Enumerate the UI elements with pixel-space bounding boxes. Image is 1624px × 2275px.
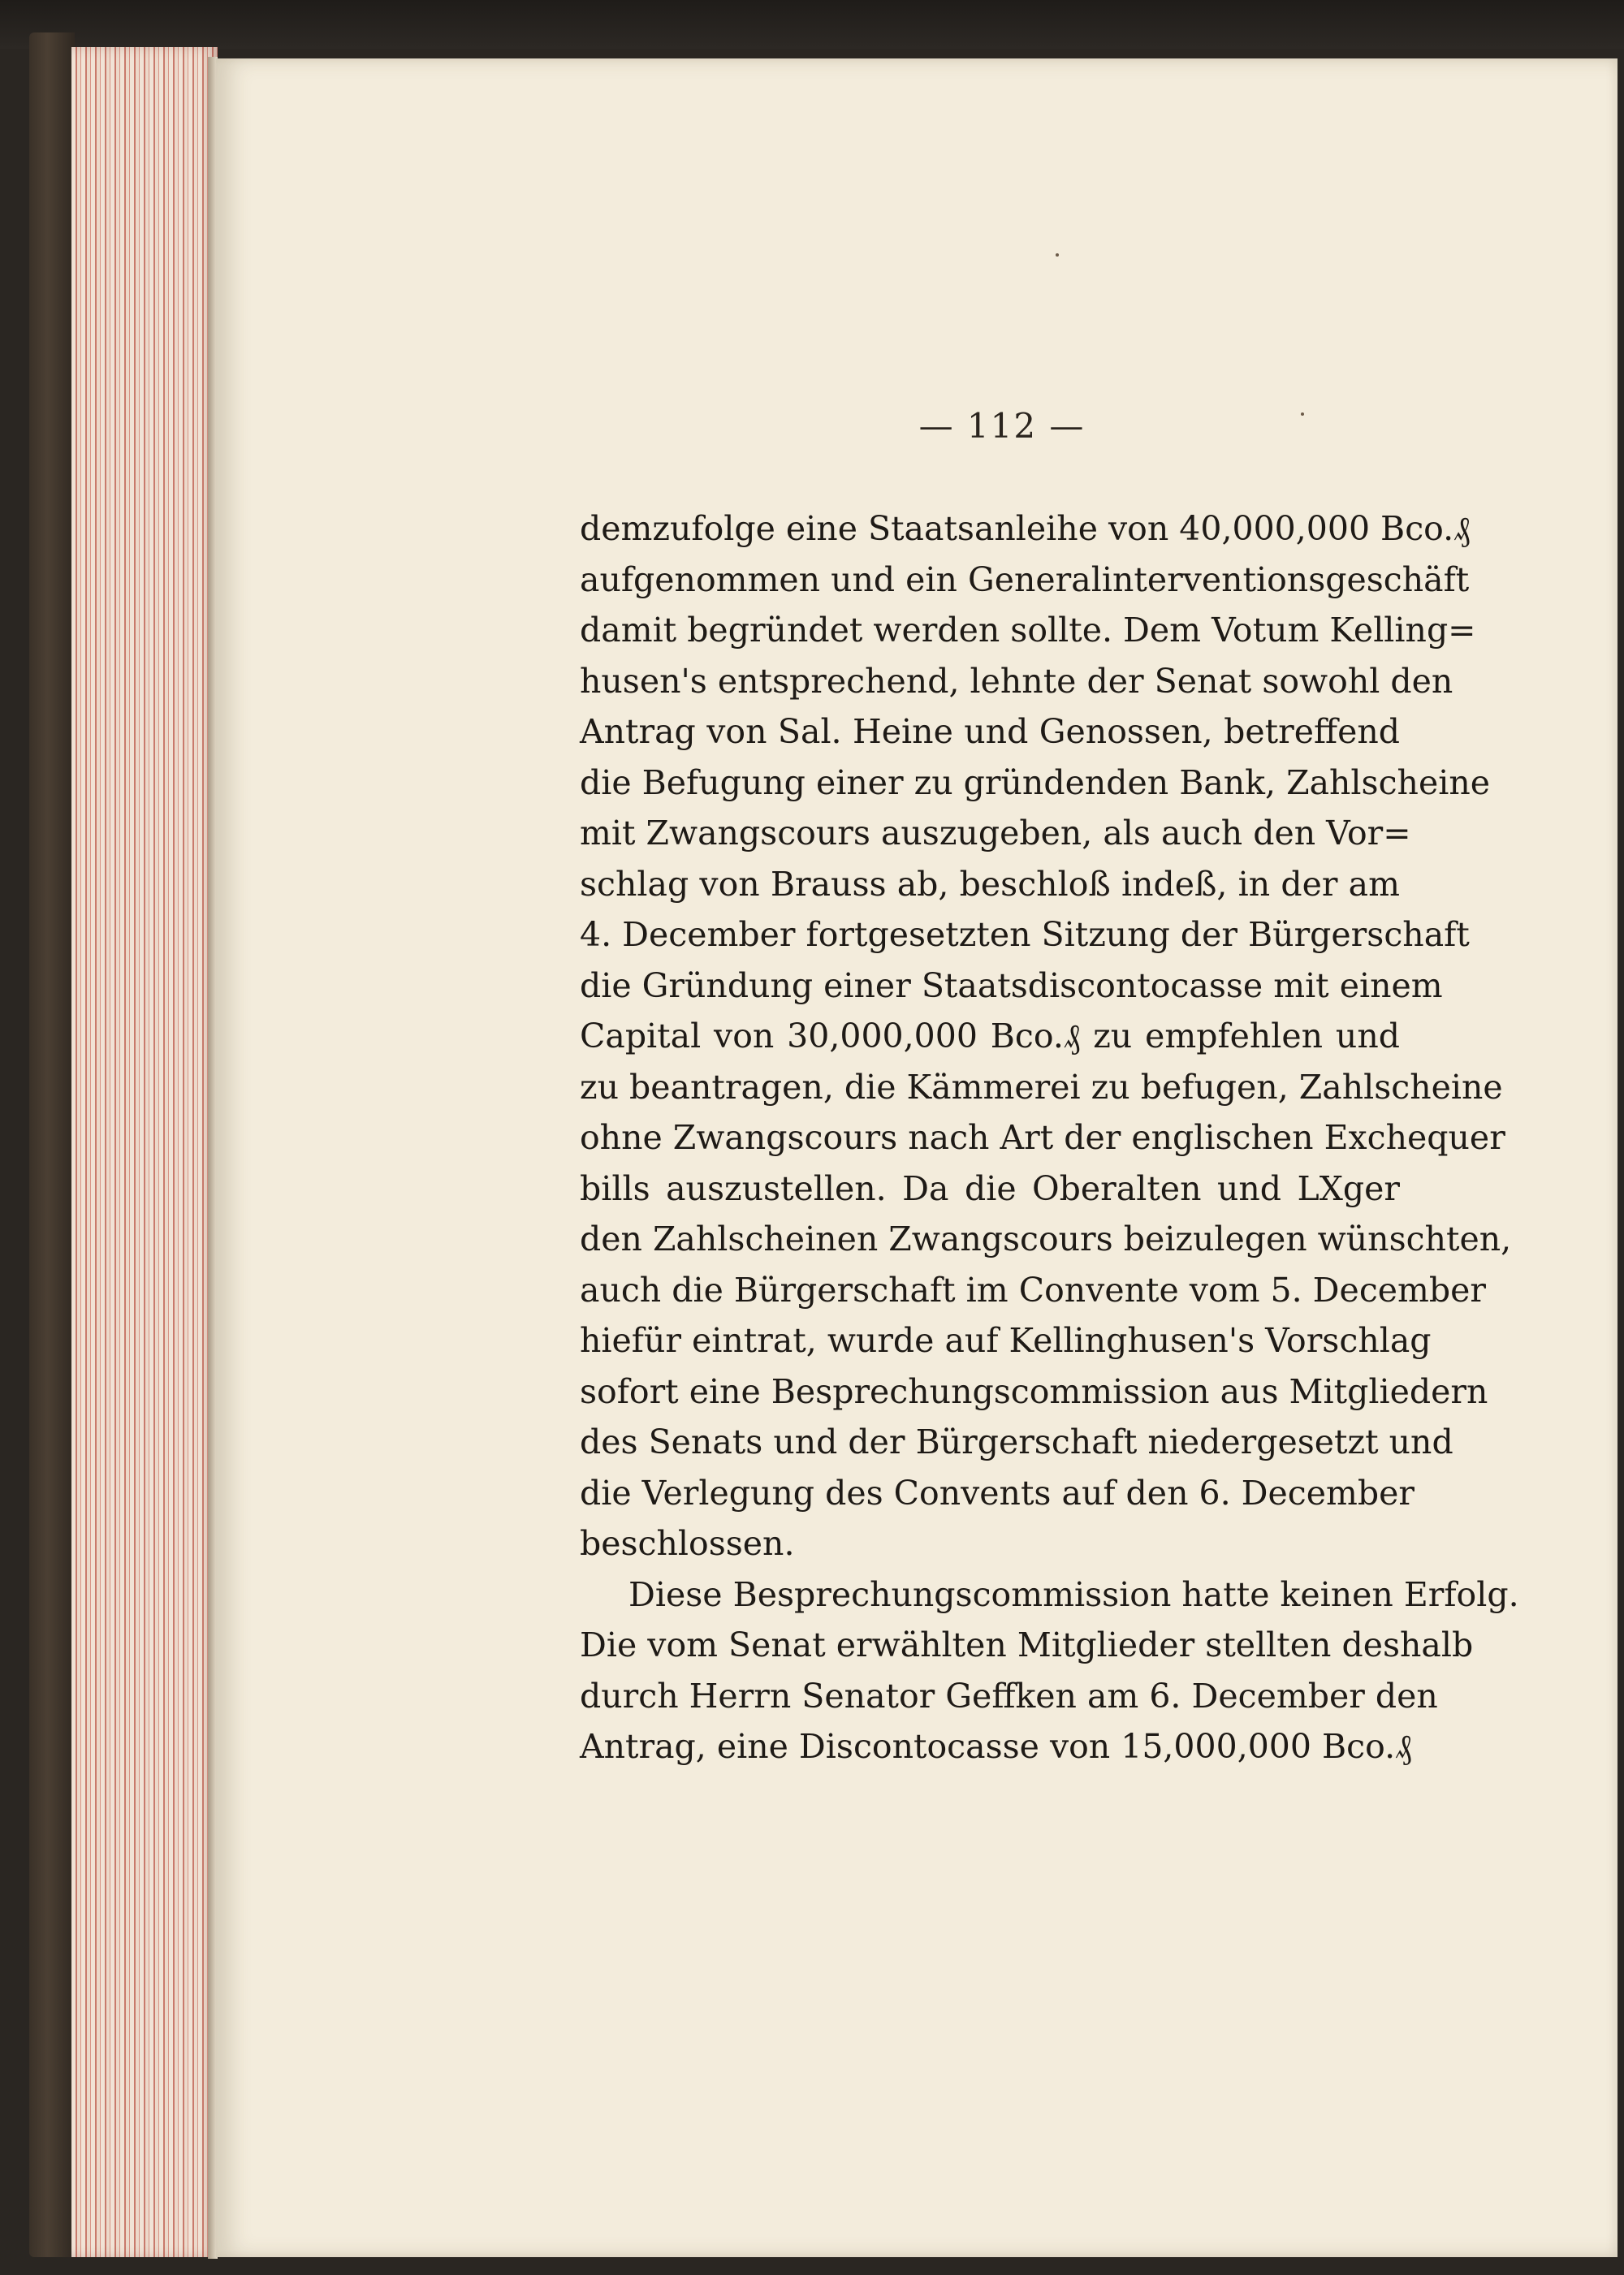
text-line: die Verlegung des Convents auf den 6. December [580,1473,1415,1513]
text-line: Diese Besprechungscommission hatte keinen Erfolg. [628,1574,1519,1614]
text-line: husen's entsprechend, lehnte der Senat sowohl den [580,661,1453,701]
text-line: den Zahlscheinen Zwangscours beizulegen wünschten, [580,1220,1512,1258]
text-line: zu beantragen, die Kämmerei zu befugen, Zahlscheine [580,1067,1503,1107]
text-line: die Befugung einer zu gründenden Bank, Zahlscheine [580,762,1490,802]
book-binding [29,32,75,2257]
text-line: Capital von 30,000,000 Bco.₰ zu empfehlen und [580,1017,1400,1055]
text-line: beschlossen. [580,1524,795,1563]
paper-speck [1301,412,1304,416]
text-line: die Gründung einer Staatsdiscontocasse mit einem [580,965,1443,1005]
text-line: auch die Bürgerschaft im Convente vom 5. December [580,1270,1487,1310]
text-line: Antrag von Sal. Heine und Genossen, betreffend [580,712,1400,751]
text-line: schlag von Brauss ab, beschloß indeß, in der am [580,864,1400,904]
text-line: bills auszustellen. Da die Oberalten und LXger [580,1168,1400,1208]
text-line: damit begründet werden sollte. Dem Votum Kelling= [580,611,1476,650]
text-line: des Senats und der Bürgerschaft niedergesetzt und [580,1422,1453,1461]
page-edges-stack [71,47,218,2257]
text-line: hiefür eintrat, wurde auf Kellinghusen's Vorschlag [580,1321,1432,1360]
text-line: ohne Zwangscours nach Art der englischen Exchequer [580,1118,1505,1157]
text-line: durch Herrn Senator Geffken am 6. December den [580,1676,1438,1716]
text-line: demzufolge eine Staatsanleihe von 40,000,000 Bco.₰ [580,509,1471,548]
text-line: Antrag, eine Discontocasse von 15,000,000 Bco.₰ [580,1727,1412,1766]
page-number: — 112 — [918,406,1086,446]
body-text [580,503,1519,1772]
text-line: Die vom Senat erwählten Mitglieder stellten deshalb [580,1625,1474,1664]
text-line: mit Zwangscours auszugeben, als auch den Vor= [580,814,1411,853]
paper-speck [1056,253,1059,257]
text-line: sofort eine Besprechungscommission aus Mitgliedern [580,1371,1488,1411]
text-line: 4. December fortgesetzten Sitzung der Bürgerschaft [580,915,1470,954]
text-line: aufgenommen und ein Generalinterventionsgeschäft [580,559,1470,599]
scan-background-top [0,0,1624,49]
